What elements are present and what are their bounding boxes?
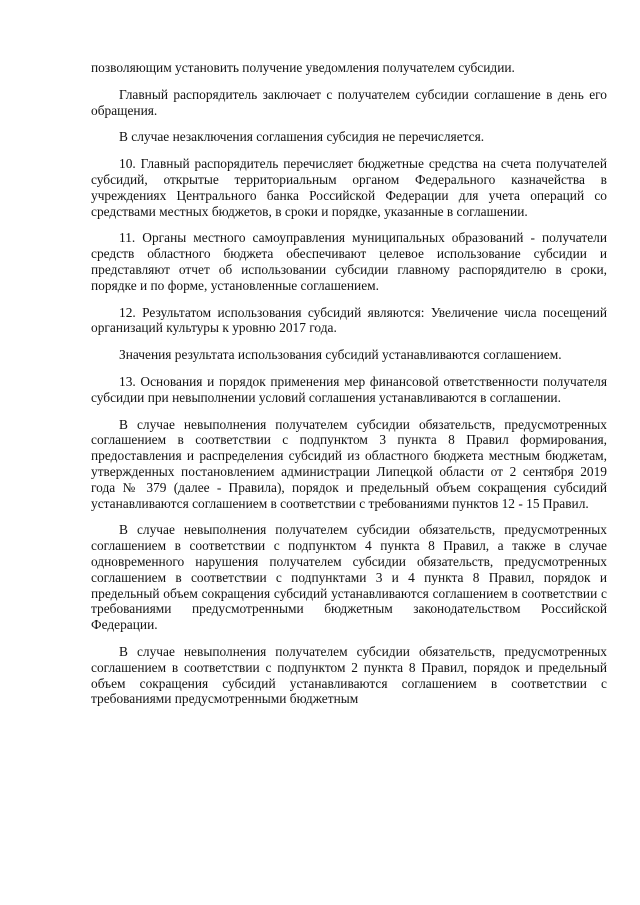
- document-page: [91, 60, 607, 707]
- paragraph-case-subitem-3: В случае невыполнения получателем субсидии обязательств, предусмотренных соглашением в соответствии с подпунктом 3 пункта 8 Правил формирования, предоставления и распределения субсидий из областного бюджета местным бюджетам, утвержденных постановлением администрации Липецкой области от 2 сентября 2019 года № 379 (далее - Правила), порядок и предельный объем сокращения субсидий устанавливаются соглашением в соответствии с требованиями пунктов 12 - 15 Правил.: [91, 416, 607, 511]
- paragraph-item-13: 13. Основания и порядок применения мер финансовой ответственности получателя субсидии при невыполнении условий соглашения устанавливаются в соглашении.: [91, 373, 607, 405]
- paragraph-agreement-signing: Главный распорядитель заключает с получателем субсидии соглашение в день его обращения.: [91, 86, 607, 118]
- paragraph-result-values: Значения результата использования субсидий устанавливаются соглашением.: [119, 347, 562, 363]
- paragraph-no-agreement: В случае незаключения соглашения субсидия не перечисляется.: [119, 129, 485, 145]
- paragraph-item-11: 11. Органы местного самоуправления муниципальных образований - получатели средств областного бюджета обеспечивают целевое использование субсидии и представляют отчет об использовании субсидии главному распорядителю в сроки, порядке и по форме, установленные соглашением.: [91, 230, 607, 293]
- paragraph-item-10: 10. Главный распорядитель перечисляет бюджетные средства на счета получателей субсидий, открытые территориальным органом Федерального казначейства в учреждениях Центрального банка Российской Федерации для учета операций со средствами местных бюджетов, в сроки и порядке, указанные в соглашении.: [91, 156, 607, 219]
- paragraph-case-subitem-2: В случае невыполнения получателем субсидии обязательств, предусмотренных соглашением в соответствии с подпунктом 2 пункта 8 Правил, порядок и предельный объем сокращения субсидий устанавливаются соглашением в соответствии с требованиями предусмотренными бюджетным: [91, 643, 607, 707]
- paragraph-case-subitem-4: В случае невыполнения получателем субсидии обязательств, предусмотренных соглашением в соответствии с подпунктом 4 пункта 8 Правил, а также в случае одновременного нарушения получателем субсидии обязательств, предусмотренных соглашением в соответствии с подпунктами 3 и 4 пункта 8 Правил, порядок и предельный объем сокращения субсидий устанавливаются соглашением в соответствии с требованиями предусмотренными бюджетным законодательством Российской Федерации.: [91, 522, 607, 633]
- paragraph-continuation: позволяющим установить получение уведомления получателем субсидии.: [91, 60, 515, 75]
- paragraph-item-12: 12. Результатом использования субсидий являются: Увеличение числа посещений организаций культуры к уровню 2017 года.: [91, 304, 607, 336]
